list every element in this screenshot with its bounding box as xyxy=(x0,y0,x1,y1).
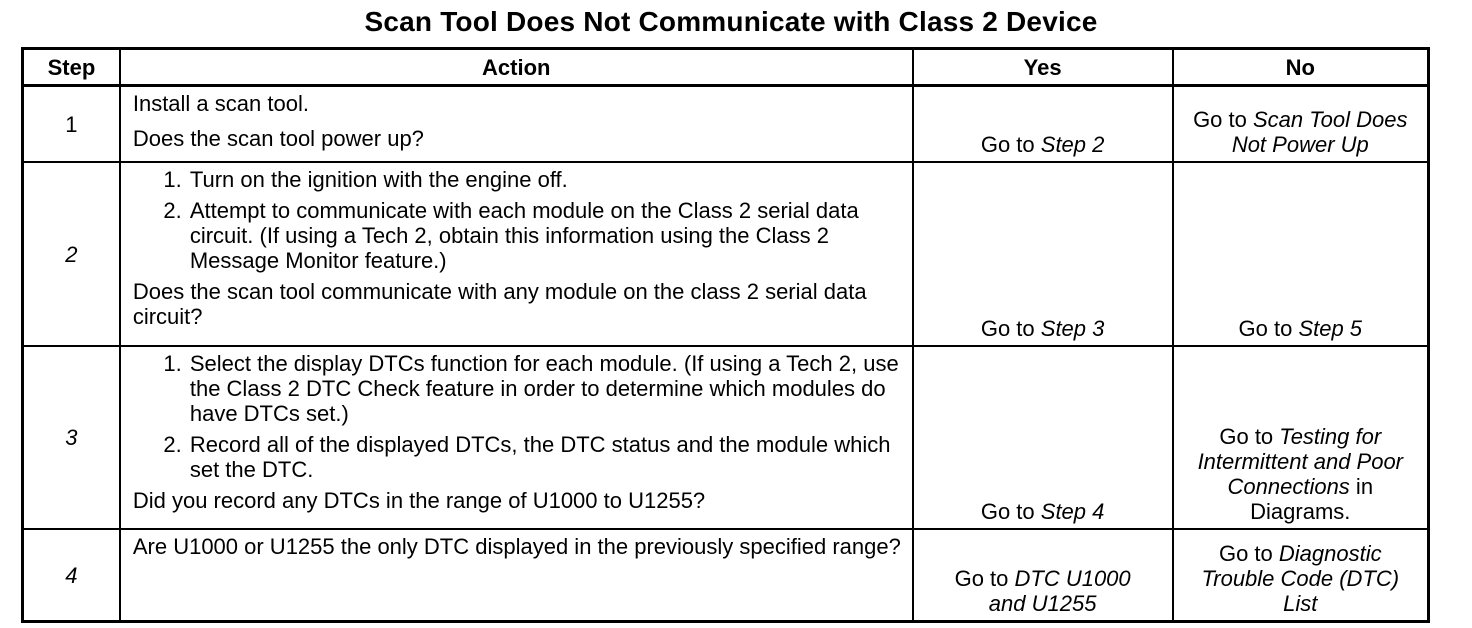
yes-prefix: Go to xyxy=(954,566,1015,591)
action-step-item: 2. Record all of the displayed DTCs, the DTC status and the module which set the DTC. xyxy=(188,432,902,482)
question-text: Did you record any DTCs in the range of U1000 to U1255? xyxy=(132,488,706,513)
yes-ref-link[interactable]: Step 3 xyxy=(1040,316,1105,341)
header-action: Action xyxy=(120,49,913,86)
page-title: Scan Tool Does Not Communicate with Class 2 Device xyxy=(364,6,1098,37)
action-step-item: 1. Turn on the ignition with the engine off. xyxy=(188,167,902,192)
table-row-step-2 xyxy=(23,162,1429,346)
no-ref-link[interactable]: Testing for Intermittent and Poor Connections xyxy=(1197,424,1404,499)
table-row-step-4 xyxy=(23,529,1429,622)
no-cell xyxy=(1173,86,1429,163)
yes-ref-link[interactable]: Step 4 xyxy=(1040,499,1105,524)
no-ref-link[interactable]: Scan Tool Does Not Power Up xyxy=(1231,107,1408,157)
yes-cell xyxy=(913,346,1173,529)
action-cell xyxy=(120,346,913,529)
yes-ref-link[interactable]: DTC U1000 and U1255 xyxy=(988,566,1131,616)
action-steps-list xyxy=(133,167,902,273)
question-text: Are U1000 or U1255 the only DTC displayed in the previously specified range? xyxy=(132,534,901,559)
yes-prefix: Go to xyxy=(980,316,1041,341)
action-text: Install a scan tool. xyxy=(132,91,309,116)
step-number: 3 xyxy=(23,346,120,529)
action-cell xyxy=(120,162,913,346)
no-prefix: Go to xyxy=(1238,316,1299,341)
yes-cell xyxy=(913,529,1173,622)
no-suffix: in Diagrams. xyxy=(1250,474,1374,524)
yes-prefix: Go to xyxy=(980,499,1041,524)
yes-cell xyxy=(913,162,1173,346)
header-step: Step xyxy=(23,49,120,86)
no-prefix: Go to xyxy=(1219,424,1280,449)
step-number: 2 xyxy=(23,162,120,346)
no-prefix: Go to xyxy=(1193,107,1253,132)
no-ref-link[interactable]: Diagnostic Trouble Code (DTC) List xyxy=(1201,541,1400,616)
question-text: Does the scan tool power up? xyxy=(132,126,424,151)
yes-cell xyxy=(913,86,1173,163)
no-cell xyxy=(1173,162,1429,346)
no-prefix: Go to xyxy=(1218,541,1279,566)
no-cell xyxy=(1173,346,1429,529)
table-row-step-1 xyxy=(23,86,1429,163)
header-no: No xyxy=(1173,49,1429,86)
action-steps-list xyxy=(133,351,902,482)
action-cell xyxy=(120,529,913,622)
table-row-step-3 xyxy=(23,346,1429,529)
diagnostic-table xyxy=(21,47,1430,623)
question-text: Does the scan tool communicate with any module on the class 2 serial data circuit? xyxy=(132,279,867,329)
yes-ref-link[interactable]: Step 2 xyxy=(1040,132,1105,157)
action-step-item: 1. Select the display DTCs function for each module. (If using a Tech 2, use the Class 2 DTC Check feature in order to determine which modules do have DTCs set.) xyxy=(188,351,902,426)
header-yes: Yes xyxy=(913,49,1173,86)
action-cell xyxy=(120,86,913,163)
step-number: 1 xyxy=(23,86,120,163)
step-number: 4 xyxy=(23,529,120,622)
no-ref-link[interactable]: Step 5 xyxy=(1298,316,1363,341)
yes-prefix: Go to xyxy=(980,132,1041,157)
action-step-item: 2. Attempt to communicate with each module on the Class 2 serial data circuit. (If using a Tech 2, obtain this information using the Class 2 Message Monitor feature.) xyxy=(188,198,902,273)
table-header-row xyxy=(23,49,1429,86)
no-cell xyxy=(1173,529,1429,622)
